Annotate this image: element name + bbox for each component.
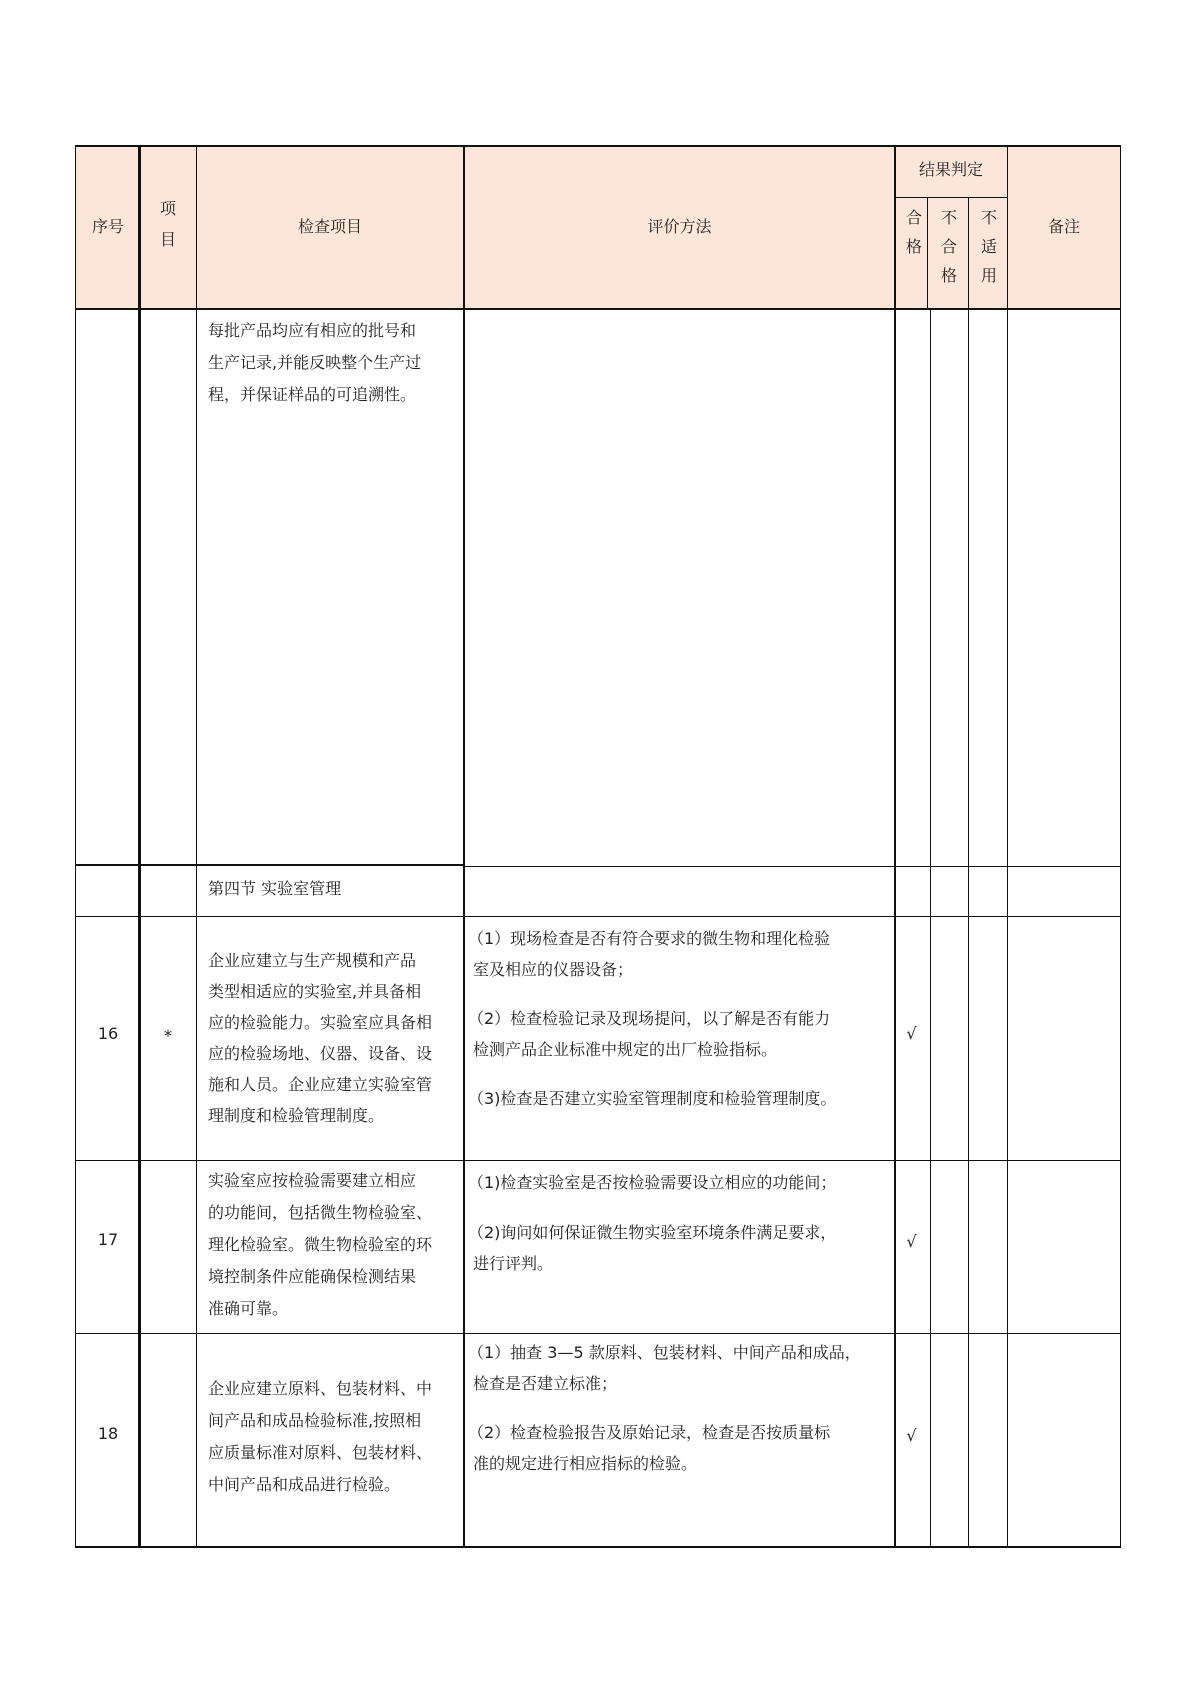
item-text-line: 生产记录,并能反映整个生产过 [208, 353, 422, 372]
rule-row17-top [75, 1160, 1121, 1161]
rule-method-right [894, 145, 896, 1548]
rule-pass-right-header [927, 197, 928, 309]
rule-fail-right [968, 197, 969, 1548]
method-text-line: （1）抽查 3—5 款原料、包装材料、中间产品和成品， [468, 1343, 861, 1362]
method-text-line: 准的规定进行相应指标的检验。 [473, 1454, 698, 1473]
rule-section-top-left [75, 864, 464, 866]
item-text-line: 准确可靠。 [208, 1299, 289, 1318]
item-text-line: 理制度和检验管理制度。 [208, 1106, 385, 1125]
header-item-line-1: 项 [159, 199, 176, 218]
rule-mark-right [196, 145, 197, 1548]
item-text-line: 每批产品均应有相应的批号和 [208, 321, 417, 340]
item-text-line: 企业应建立与生产规模和产品 [208, 951, 417, 970]
header-result: 结果判定 [918, 160, 983, 179]
item-text-line: 企业应建立原料、包装材料、中 [208, 1379, 433, 1398]
result-pass-check: √ [906, 1426, 917, 1445]
rule-left [75, 145, 76, 1548]
item-text-line: 类型相适应的实验室,并具备相 [208, 982, 422, 1001]
section-title: 第四节 实验室管理 [208, 879, 342, 898]
item-text-line: 中间产品和成品进行检验。 [208, 1475, 401, 1494]
row-seq: 16 [97, 1024, 119, 1043]
item-text-line: 境控制条件应能确保检测结果 [208, 1267, 417, 1286]
result-pass-check: √ [906, 1024, 917, 1043]
item-text-line: 的功能间，包括微生物检验室、 [208, 1203, 433, 1222]
result-pass-check: √ [906, 1232, 917, 1251]
method-text-line: （2）检查检验报告及原始记录，检查是否按质量标 [468, 1423, 831, 1442]
header-item-line-2: 目 [159, 230, 176, 249]
rule-header-bottom [75, 308, 1121, 310]
header-fail: 不 合 格 [940, 208, 957, 285]
item-text-line: 应的检验场地、仪器、设备、设 [208, 1044, 433, 1063]
header-check-item: 检查项目 [297, 217, 362, 236]
header-remark: 备注 [1047, 217, 1080, 236]
item-text-line: 理化检验室。微生物检验室的环 [208, 1235, 433, 1254]
rule-seq-right [138, 145, 141, 1548]
item-text-line: 应质量标准对原料、包装材料、 [208, 1443, 433, 1462]
row-seq: 17 [97, 1230, 119, 1249]
item-text-line: 程，并保证样品的可追溯性。 [208, 385, 417, 404]
method-text-line: （3)检查是否建立实验室管理制度和检验管理制度。 [468, 1089, 837, 1108]
method-text-line: （2)询问如何保证微生物实验室环境条件满足要求， [468, 1223, 837, 1242]
row-mark: * [164, 1026, 172, 1045]
rule-right [1120, 145, 1121, 1548]
method-text-line: （2）检查检验记录及现场提问，以了解是否有能力 [468, 1009, 831, 1028]
item-text-line: 实验室应按检验需要建立相应 [208, 1171, 417, 1190]
item-text-line: 施和人员。企业应建立实验室管 [208, 1075, 433, 1094]
method-text-line: （1）现场检查是否有符合要求的微生物和理化检验 [468, 929, 831, 948]
rule-row16-top [75, 916, 1121, 917]
row-seq: 18 [97, 1424, 119, 1443]
item-text-line: 应的检验能力。实验室应具备相 [208, 1013, 433, 1032]
header-seq: 序号 [91, 217, 124, 236]
header-eval-method: 评价方法 [647, 217, 712, 236]
method-text-line: 室及相应的仪器设备； [473, 960, 634, 979]
rule-bottom [75, 1546, 1121, 1548]
header-na: 不 适 用 [980, 208, 997, 285]
rule-top [75, 145, 1121, 147]
rule-section-top-right [464, 866, 1121, 867]
header-pass: 合 格 [905, 208, 922, 256]
rule-row18-top [75, 1333, 1121, 1334]
rule-na-right [1007, 145, 1008, 1548]
rule-item-right [463, 145, 465, 1548]
rule-result-sub [895, 197, 1008, 198]
method-text-line: 检查是否建立标准； [473, 1374, 618, 1393]
method-text-line: （1)检查实验室是否按检验需要设立相应的功能间； [468, 1173, 837, 1192]
method-text-line: 进行评判。 [473, 1254, 554, 1273]
item-text-line: 间产品和成品检验标准,按照相 [208, 1411, 422, 1430]
method-text-line: 检测产品企业标准中规定的出厂检验指标。 [473, 1040, 778, 1059]
rule-pass-right-body [930, 309, 931, 1548]
